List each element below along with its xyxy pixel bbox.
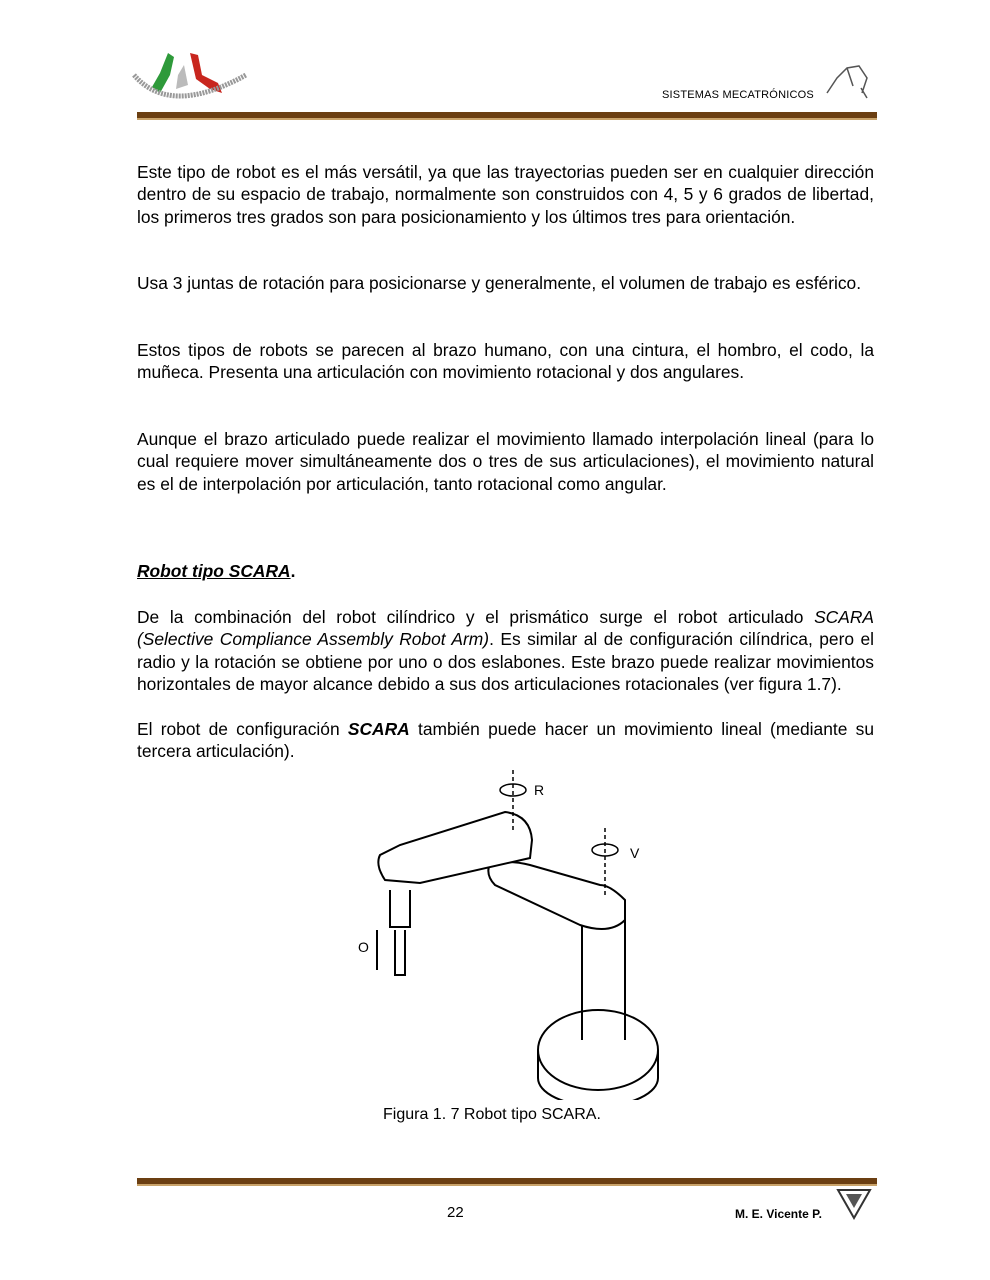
text: también puede hacer un movimiento lineal (mediante su tercera articulación).	[137, 719, 875, 762]
emphasis: SCARA (Selective Compliance Assembly Robot Arm)	[137, 607, 874, 650]
heading-punct: .	[290, 561, 296, 581]
page-number: 22	[447, 1204, 464, 1221]
footer-rule	[137, 1178, 877, 1186]
label-r: R	[534, 782, 545, 798]
footer-logo-icon	[836, 1188, 872, 1220]
paragraph: Este tipo de robot es el más versátil, ya que las trayectorias pueden ser en cualquier dirección dentro de su espacio de trabajo, normalmente son construidos con 4, 5 y 6 grados de libertad, los primeros tres grados son para posicionamiento y los últimos tres para orientación.	[137, 162, 874, 227]
paragraph	[137, 606, 874, 696]
text: El robot de configuración	[137, 719, 348, 739]
label-v: V	[630, 845, 640, 861]
text: . Es similar al de configuración cilíndrica, pero el radio y la rotación se obtiene por uno o dos eslabones. Este brazo puede realizar movimientos horizontales de mayor alcance debido a sus dos articulaciones rotacionales (ver figura 1.7).	[137, 629, 874, 695]
base	[538, 1010, 658, 1100]
section-heading	[137, 561, 295, 582]
figure-caption: Figura 1. 7 Robot tipo SCARA.	[383, 1106, 601, 1123]
paragraph	[137, 718, 874, 763]
paragraph: Aunque el brazo articulado puede realizar el movimiento llamado interpolación lineal (para lo cual requiere mover simultáneamente dos o tres de sus articulaciones), el movimiento natural es el de interpolación por articulación, tanto rotacional como angular.	[137, 429, 874, 494]
header-rule	[137, 112, 877, 120]
heading-text: Robot tipo SCARA	[137, 561, 291, 581]
header-title: SISTEMAS MECATRÓNICOS	[662, 89, 814, 101]
tool-shaft	[390, 890, 410, 975]
text: De la combinación del robot cilíndrico y el prismático surge el robot articulado	[137, 607, 815, 627]
paragraph: Usa 3 juntas de rotación para posicionarse y generalmente, el volumen de trabajo es esférico.	[137, 273, 862, 293]
paragraph: Estos tipos de robots se parecen al brazo humano, con una cintura, el hombro, el codo, la muñeca. Presenta una articulación con movimiento rotacional y dos angulares.	[137, 340, 874, 383]
author: M. E. Vicente P.	[735, 1207, 822, 1221]
emphasis: SCARA	[347, 719, 410, 739]
scara-robot-figure	[340, 760, 680, 1100]
robot-arm-logo	[817, 58, 877, 103]
logo-mexico	[130, 45, 250, 115]
label-o: O	[358, 939, 369, 955]
